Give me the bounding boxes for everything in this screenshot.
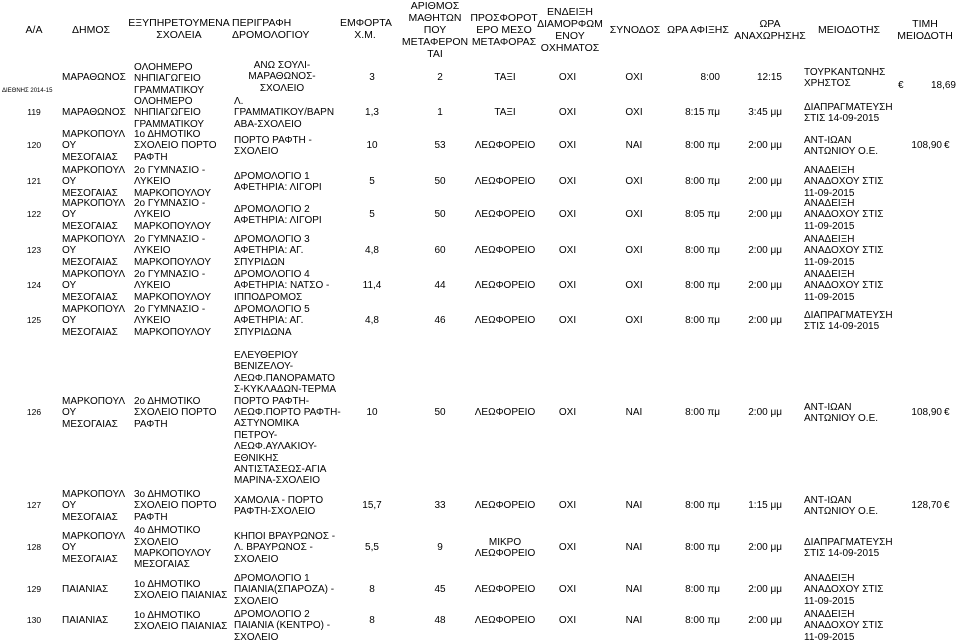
cell-escort: ΟΧΙ bbox=[625, 176, 643, 188]
cell-dimos: ΜΑΡΚΟΠΟΥΛ ΟΥ ΜΕΣΟΓΑΙΑΣ bbox=[62, 530, 126, 565]
cell-dimos: ΠΑΙΑΝΙΑΣ bbox=[62, 584, 109, 596]
header-emvadon: ΕΜΦΟΡΤΑ Χ.Μ. bbox=[340, 17, 392, 41]
cell-escort: ΝΑΙ bbox=[625, 140, 643, 152]
cell-arrival: 8:00 πμ bbox=[685, 542, 720, 554]
cell-students: 50 bbox=[434, 176, 446, 188]
cell-aa: 124 bbox=[26, 280, 42, 291]
cell-students: 50 bbox=[434, 407, 446, 419]
cell-dimos: ΜΑΡΑΘΩΝΟΣ bbox=[62, 72, 126, 84]
cell-students: 60 bbox=[434, 245, 446, 257]
cell-adapted: ΟΧΙ bbox=[558, 542, 577, 554]
cell-dimos: ΠΑΙΑΝΙΑΣ bbox=[62, 615, 109, 627]
header-perigrafi: ΠΕΡΙΓΡΑΦΗ ΔΡΟΜΟΛΟΓΙΟΥ bbox=[232, 17, 310, 41]
cell-dimos: ΜΑΡΚΟΠΟΥΛ ΟΥ ΜΕΣΟΓΑΙΑΣ bbox=[62, 395, 126, 430]
cell-students: 53 bbox=[434, 140, 446, 152]
cell-scholeia: 2ο ΔΗΜΟΤΙΚΟ ΣΧΟΛΕΙΟ ΠΟΡΤΟ ΡΑΦΤΗ bbox=[134, 395, 217, 430]
cell-bidder: ΑΝΤ-ΙΩΑΝ ΑΝΤΩΝΙΟΥ Ο.Ε. bbox=[804, 494, 879, 517]
cell-means: ΛΕΩΦΟΡΕΙΟ bbox=[474, 615, 536, 627]
cell-adapted: ΟΧΙ bbox=[558, 584, 577, 596]
cell-bidder: ΑΝΤ-ΙΩΑΝ ΑΝΤΩΝΙΟΥ Ο.Ε. bbox=[804, 401, 879, 424]
header-afixi: ΩΡΑ ΑΦΙΞΗΣ bbox=[667, 24, 729, 36]
cell-km: 15,7 bbox=[362, 500, 382, 512]
cell-scholeia: 1ο ΔΗΜΟΤΙΚΟ ΣΧΟΛΕΙΟ ΠΟΡΤΟ ΡΑΦΤΗ bbox=[134, 128, 217, 163]
cell-means: ΛΕΩΦΟΡΕΙΟ bbox=[474, 209, 536, 221]
cell-adapted: ΟΧΙ bbox=[558, 315, 577, 327]
header-dimos: ΔΗΜΟΣ bbox=[71, 24, 110, 36]
cell-means: ΛΕΩΦΟΡΕΙΟ bbox=[474, 407, 536, 419]
header-scholeia: ΕΞΥΠΗΡΕΤΟΥΜΕΝΑ ΣΧΟΛΕΙΑ bbox=[128, 17, 230, 41]
cell-price: 18,69 bbox=[930, 80, 956, 91]
cell-km: 4,8 bbox=[365, 315, 379, 327]
cell-aa: 119 bbox=[27, 107, 41, 118]
cell-bidder: ΔΙΑΠΡΑΓΜΑΤΕΥΣΗ ΣΤΙΣ 14-09-2015 bbox=[804, 101, 893, 124]
cell-bidder: ΑΝΑΔΕΙΞΗ ΑΝΑΔΟΧΟΥ ΣΤΙΣ 11-09-2015 bbox=[804, 573, 884, 607]
cell-means: ΤΑΞΙ bbox=[494, 107, 516, 119]
cell-means: ΛΕΩΦΟΡΕΙΟ bbox=[474, 584, 536, 596]
cell-means: ΛΕΩΦΟΡΕΙΟ bbox=[474, 245, 536, 257]
cell-scholeia: 2ο ΓΥΜΝΑΣΙΟ - ΛΥΚΕΙΟ ΜΑΡΚΟΠΟΥΛΟΥ bbox=[134, 197, 212, 232]
cell-km: 10 bbox=[366, 140, 378, 152]
cell-km: 5 bbox=[369, 209, 375, 221]
cell-departure: 2:00 μμ bbox=[748, 615, 782, 627]
cell-arrival: 8:15 πμ bbox=[685, 107, 720, 119]
cell-scholeia: 2ο ΓΥΜΝΑΣΙΟ - ΛΥΚΕΙΟ ΜΑΡΚΟΠΟΥΛΟΥ bbox=[134, 233, 212, 268]
cell-arrival: 8:00 πμ bbox=[685, 407, 720, 419]
cell-dimos: ΜΑΡΚΟΠΟΥΛ ΟΥ ΜΕΣΟΓΑΙΑΣ bbox=[62, 197, 126, 232]
cell-means: ΛΕΩΦΟΡΕΙΟ bbox=[474, 315, 536, 327]
cell-escort: ΟΧΙ bbox=[625, 245, 643, 257]
cell-bidder: ΑΝΑΔΕΙΞΗ ΑΝΑΔΟΧΟΥ ΣΤΙΣ 11-09-2015 bbox=[804, 233, 884, 268]
cell-scholeia: 2ο ΓΥΜΝΑΣΙΟ - ΛΥΚΕΙΟ ΜΑΡΚΟΠΟΥΛΟΥ bbox=[134, 303, 212, 338]
cell-adapted: ΟΧΙ bbox=[558, 140, 577, 152]
cell-adapted: ΟΧΙ bbox=[558, 176, 577, 188]
cell-price: 128,70 bbox=[911, 500, 942, 512]
cell-bidder: ΑΝΑΔΕΙΞΗ ΑΝΑΔΟΧΟΥ ΣΤΙΣ 11-09-2015 bbox=[804, 268, 884, 303]
cell-escort: ΝΑΙ bbox=[625, 500, 643, 512]
cell-departure: 2:00 μμ bbox=[748, 280, 782, 292]
cell-departure: 2:00 μμ bbox=[748, 542, 782, 554]
cell-escort: ΝΑΙ bbox=[625, 584, 643, 596]
cell-scholeia: 2ο ΓΥΜΝΑΣΙΟ - ΛΥΚΕΙΟ ΜΑΡΚΟΠΟΥΛΟΥ bbox=[134, 164, 212, 199]
cell-adapted: ΟΧΙ bbox=[558, 280, 577, 292]
cell-means: ΛΕΩΦΟΡΕΙΟ bbox=[474, 280, 536, 292]
cell-means: ΜΙΚΡΟ ΛΕΩΦΟΡΕΙΟ bbox=[474, 536, 536, 559]
cell-arrival: 8:00 πμ bbox=[685, 176, 720, 188]
cell-students: 50 bbox=[434, 209, 446, 221]
cell-bidder: ΔΙΑΠΡΑΓΜΑΤΕΥΣΗ ΣΤΙΣ 14-09-2015 bbox=[804, 309, 893, 332]
cell-adapted: ΟΧΙ bbox=[558, 72, 577, 84]
small-note: ΔΙΕΘΝΗΣ 2014-15 bbox=[2, 88, 53, 94]
cell-arrival: 8:00 bbox=[700, 72, 720, 84]
cell-dimos: ΜΑΡΚΟΠΟΥΛ ΟΥ ΜΕΣΟΓΑΙΑΣ bbox=[62, 268, 126, 303]
cell-perigrafi: ΔΡΟΜΟΛΟΓΙΟ 1 ΠΑΙΑΝΙΑ(ΣΠΑΡΟΖΑ) - ΣΧΟΛΕΙΟ bbox=[234, 573, 335, 607]
cell-perigrafi: ΠΟΡΤΟ ΡΑΦΤΗ - ΣΧΟΛΕΙΟ bbox=[234, 134, 312, 157]
cell-dimos: ΜΑΡΚΟΠΟΥΛ ΟΥ ΜΕΣΟΓΑΙΑΣ bbox=[62, 303, 126, 338]
cell-arrival: 8:00 πμ bbox=[685, 500, 720, 512]
header-synodos: ΣΥΝΟΔΟΣ bbox=[609, 24, 661, 36]
cell-escort: ΟΧΙ bbox=[625, 280, 643, 292]
cell-km: 10 bbox=[366, 407, 378, 419]
cell-adapted: ΟΧΙ bbox=[558, 500, 577, 512]
cell-scholeia: 2ο ΓΥΜΝΑΣΙΟ - ΛΥΚΕΙΟ ΜΑΡΚΟΠΟΥΛΟΥ bbox=[134, 268, 212, 303]
cell-adapted: ΟΧΙ bbox=[558, 209, 577, 221]
cell-bidder: ΑΝΤ-ΙΩΑΝ ΑΝΤΩΝΙΟΥ Ο.Ε. bbox=[804, 134, 879, 157]
cell-means: ΛΕΩΦΟΡΕΙΟ bbox=[474, 176, 536, 188]
cell-perigrafi: Λ. ΓΡΑΜΜΑΤΙΚΟΥ/ΒΑΡΝ ΑΒΑ-ΣΧΟΛΕΙΟ bbox=[234, 95, 335, 130]
cell-perigrafi: ΔΡΟΜΟΛΟΓΙΟ 3 ΑΦΕΤΗΡΙΑ: ΑΓ. ΣΠΥΡΙΔΩΝ bbox=[234, 233, 310, 268]
cell-escort: ΝΑΙ bbox=[625, 542, 643, 554]
cell-arrival: 8:05 πμ bbox=[685, 209, 720, 221]
cell-arrival: 8:00 πμ bbox=[685, 584, 720, 596]
cell-km: 3 bbox=[369, 72, 375, 84]
cell-perigrafi: ΕΛΕΥΘΕΡΙΟΥ ΒΕΝΙΖΕΛΟΥ- ΛΕΩΦ.ΠΑΝΟΡΑΜΑΤΟ Σ-ΚΥΚΛΑΔΩΝ-ΤΕΡΜΑ ΠΟΡΤΟ ΡΑΦΤΗ- ΛΕΩΦ.ΠΟΡΤΟ ΡΑΦΤΗ- ΑΣΤΥΝΟΜΙΚΑ ΠΕΤΡΟΥ- ΛΕΩΦ.ΑΥΛΑΚΙΟΥ- ΕΘΝΙΚΗΣ ΑΝΤΙΣΤΑΣΕΩΣ-ΑΓΙΑ ΜΑΡΙΝΑ-ΣΧΟΛΕΙΟ bbox=[234, 350, 341, 487]
cell-students: 33 bbox=[434, 500, 446, 512]
cell-means: ΛΕΩΦΟΡΕΙΟ bbox=[474, 500, 536, 512]
cell-scholeia: ΟΛΟΗΜΕΡΟ ΝΗΠΙΑΓΩΓΕΙΟ ΓΡΑΜΜΑΤΙΚΟΥ bbox=[134, 62, 205, 96]
cell-students: 2 bbox=[437, 72, 443, 84]
cell-bidder: ΔΙΑΠΡΑΓΜΑΤΕΥΣΗ ΣΤΙΣ 14-09-2015 bbox=[804, 536, 893, 559]
cell-aa: 128 bbox=[26, 542, 42, 553]
cell-students: 45 bbox=[434, 584, 446, 596]
cell-km: 5,5 bbox=[365, 542, 379, 554]
header-endeixi: ΕΝΔΕΙΞΗ ΔΙΑΜΟΡΦΩΜ ΕΝΟΥ ΟΧΗΜΑΤΟΣ bbox=[537, 6, 603, 54]
cell-perigrafi: ΔΡΟΜΟΛΟΓΙΟ 1 ΑΦΕΤΗΡΙΑ: ΛΙΓΟΡΙ bbox=[234, 170, 322, 193]
cell-perigrafi: ΔΡΟΜΟΛΟΓΙΟ 5 ΑΦΕΤΗΡΙΑ: ΑΓ. ΣΠΥΡΙΔΩΝΑ bbox=[234, 303, 310, 338]
cell-departure: 2:00 μμ bbox=[748, 245, 782, 257]
cell-dimos: ΜΑΡΚΟΠΟΥΛ ΟΥ ΜΕΣΟΓΑΙΑΣ bbox=[62, 164, 126, 199]
cell-means: ΤΑΞΙ bbox=[494, 72, 516, 84]
cell-departure: 2:00 μμ bbox=[748, 584, 782, 596]
euro-symbol: € bbox=[944, 407, 950, 419]
cell-scholeia: 1ο ΔΗΜΟΤΙΚΟ ΣΧΟΛΕΙΟ ΠΑΙΑΝΙΑΣ bbox=[134, 609, 228, 632]
cell-means: ΛΕΩΦΟΡΕΙΟ bbox=[474, 140, 536, 152]
cell-arrival: 8:00 πμ bbox=[685, 245, 720, 257]
cell-km: 8 bbox=[369, 615, 375, 627]
cell-escort: ΝΑΙ bbox=[625, 615, 643, 627]
cell-perigrafi: ΚΗΠΟΙ ΒΡΑΥΡΩΝΟΣ - Λ. ΒΡΑΥΡΩΝΟΣ - ΣΧΟΛΕΙΟ bbox=[234, 530, 336, 565]
cell-departure: 2:00 μμ bbox=[748, 209, 782, 221]
header-meiodotis: ΜΕΙΟΔΟΤΗΣ bbox=[817, 24, 881, 36]
cell-departure: 2:00 μμ bbox=[748, 407, 782, 419]
cell-km: 5 bbox=[369, 176, 375, 188]
cell-aa: 129 bbox=[26, 584, 42, 595]
cell-price: 108,90 bbox=[911, 140, 942, 152]
header-mathites: ΑΡΙΘΜΟΣ ΜΑΘΗΤΩΝ ΠΟΥ ΜΕΤΑΦΕΡΟΝ ΤΑΙ bbox=[401, 0, 469, 60]
cell-students: 9 bbox=[437, 542, 443, 554]
cell-aa: 122 bbox=[26, 209, 42, 220]
cell-arrival: 8:00 πμ bbox=[685, 315, 720, 327]
cell-scholeia: 3ο ΔΗΜΟΤΙΚΟ ΣΧΟΛΕΙΟ ΠΟΡΤΟ ΡΑΦΤΗ bbox=[134, 488, 217, 523]
euro-symbol: € bbox=[898, 80, 904, 91]
cell-km: 11,4 bbox=[362, 280, 382, 292]
header-meso: ΠΡΟΣΦΟΡΟΤ ΕΡΟ ΜΕΣΟ ΜΕΤΑΦΟΡΑΣ bbox=[470, 12, 538, 48]
cell-arrival: 8:00 πμ bbox=[685, 280, 720, 292]
cell-escort: ΟΧΙ bbox=[625, 72, 643, 84]
cell-scholeia: 4ο ΔΗΜΟΤΙΚΟ ΣΧΟΛΕΙΟ ΜΑΡΚΟΠΟΥΛΟΥ ΜΕΣΟΓΑΙΑΣ bbox=[134, 525, 212, 571]
cell-adapted: ΟΧΙ bbox=[558, 107, 577, 119]
table-header bbox=[0, 0, 960, 60]
cell-aa: 120 bbox=[26, 140, 42, 151]
cell-perigrafi: ΧΑΜΟΛΙΑ - ΠΟΡΤΟ ΡΑΦΤΗ-ΣΧΟΛΕΙΟ bbox=[234, 494, 324, 517]
cell-bidder: ΑΝΑΔΕΙΞΗ ΑΝΑΔΟΧΟΥ ΣΤΙΣ 11-09-2015 bbox=[804, 197, 884, 232]
cell-escort: ΟΧΙ bbox=[625, 315, 643, 327]
cell-dimos: ΜΑΡΑΘΩΝΟΣ bbox=[62, 107, 126, 119]
cell-dimos: ΜΑΡΚΟΠΟΥΛ ΟΥ ΜΕΣΟΓΑΙΑΣ bbox=[62, 128, 126, 163]
cell-arrival: 8:00 πμ bbox=[685, 140, 720, 152]
cell-arrival: 8:00 πμ bbox=[685, 615, 720, 627]
header-anaxorisi: ΩΡΑ ΑΝΑΧΩΡΗΣΗΣ bbox=[734, 18, 806, 42]
cell-scholeia: ΟΛΟΗΜΕΡΟ ΝΗΠΙΑΓΩΓΕΙΟ ΓΡΑΜΜΑΤΙΚΟΥ bbox=[134, 95, 205, 130]
cell-bidder: ΑΝΑΔΕΙΞΗ ΑΝΑΔΟΧΟΥ ΣΤΙΣ 11-09-2015 bbox=[804, 164, 884, 199]
cell-escort: ΟΧΙ bbox=[625, 209, 643, 221]
cell-escort: ΟΧΙ bbox=[625, 107, 643, 119]
cell-perigrafi: ΔΡΟΜΟΛΟΓΙΟ 4 ΑΦΕΤΗΡΙΑ: ΝΑΤΣΟ - ΙΠΠΟΔΡΟΜΟΣ bbox=[234, 268, 330, 303]
cell-adapted: ΟΧΙ bbox=[558, 615, 577, 627]
euro-symbol: € bbox=[944, 140, 950, 152]
cell-perigrafi: ΔΡΟΜΟΛΟΓΙΟ 2 ΠΑΙΑΝΙΑ (ΚΕΝΤΡΟ) - ΣΧΟΛΕΙΟ bbox=[234, 609, 331, 643]
cell-departure: 1:15 μμ bbox=[748, 500, 782, 512]
cell-students: 46 bbox=[434, 315, 446, 327]
cell-aa: 127 bbox=[26, 500, 42, 511]
cell-aa: 130 bbox=[26, 615, 42, 626]
cell-km: 4,8 bbox=[365, 245, 379, 257]
cell-perigrafi: ΑΝΩ ΣΟΥΛΙ- ΜΑΡΑΘΩΝΟΣ- ΣΧΟΛΕΙΟ bbox=[248, 60, 316, 94]
cell-aa: 123 bbox=[26, 245, 42, 256]
cell-students: 48 bbox=[434, 615, 446, 627]
cell-departure: 2:00 μμ bbox=[748, 140, 782, 152]
cell-aa: 126 bbox=[26, 407, 42, 418]
cell-km: 8 bbox=[369, 584, 375, 596]
cell-bidder: ΑΝΑΔΕΙΞΗ ΑΝΑΔΟΧΟΥ ΣΤΙΣ 11-09-2015 bbox=[804, 609, 884, 643]
euro-symbol: € bbox=[944, 500, 950, 512]
cell-students: 1 bbox=[437, 107, 443, 119]
cell-aa: 121 bbox=[26, 176, 42, 187]
cell-escort: ΝΑΙ bbox=[625, 407, 643, 419]
header-aa: Α/Α bbox=[25, 24, 43, 36]
cell-adapted: ΟΧΙ bbox=[558, 407, 577, 419]
cell-km: 1,3 bbox=[365, 107, 379, 119]
cell-scholeia: 1ο ΔΗΜΟΤΙΚΟ ΣΧΟΛΕΙΟ ΠΑΙΑΝΙΑΣ bbox=[134, 578, 228, 601]
cell-departure: 3:45 μμ bbox=[748, 107, 782, 119]
cell-students: 44 bbox=[434, 280, 446, 292]
cell-adapted: ΟΧΙ bbox=[558, 245, 577, 257]
cell-departure: 12:15 bbox=[756, 72, 782, 84]
cell-departure: 2:00 μμ bbox=[748, 315, 782, 327]
cell-departure: 2:00 μμ bbox=[748, 176, 782, 188]
cell-price: 108,90 bbox=[911, 407, 942, 419]
cell-dimos: ΜΑΡΚΟΠΟΥΛ ΟΥ ΜΕΣΟΓΑΙΑΣ bbox=[62, 233, 126, 268]
cell-perigrafi: ΔΡΟΜΟΛΟΓΙΟ 2 ΑΦΕΤΗΡΙΑ: ΛΙΓΟΡΙ bbox=[234, 203, 322, 226]
cell-bidder: ΤΟΥΡΚΑΝΤΩΝΗΣ ΧΡΗΣΤΟΣ bbox=[804, 66, 886, 89]
header-timi: ΤΙΜΗ ΜΕΙΟΔΟΤΗ bbox=[897, 18, 953, 42]
cell-aa: 125 bbox=[26, 315, 42, 326]
cell-dimos: ΜΑΡΚΟΠΟΥΛ ΟΥ ΜΕΣΟΓΑΙΑΣ bbox=[62, 488, 126, 523]
